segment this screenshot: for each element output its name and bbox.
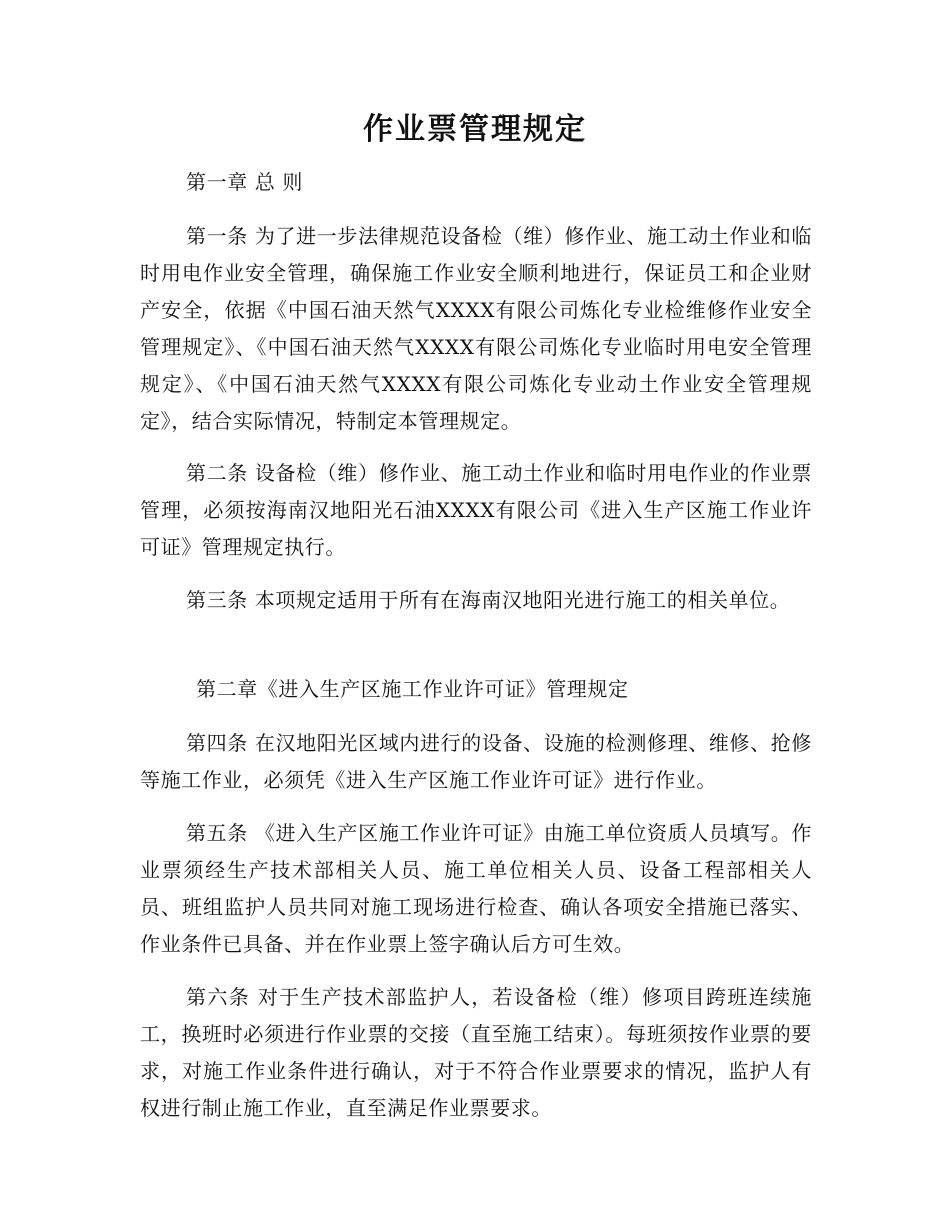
- article-1-paragraph: 第一条 为了进一步法律规范设备检（维）修作业、施工动土作业和临时用电作业安全管理，确保施工作业安全顺利地进行，保证员工和企业财产安全，依据《中国石油天然气XXXX有限公司炼化专业检维修作业安全管理规定》、《中国石油天然气XXXX有限公司炼化专业临时用电安全管理规定》、《中国石油天然气XXXX有限公司炼化专业动土作业安全管理规定》，结合实际情况，特制定本管理规定。: [140, 224, 812, 433]
- article-2-paragraph: 第二条 设备检（维）修作业、施工动土作业和临时用电作业的作业票管理，必须按海南汉地阳光石油XXXX有限公司《进入生产区施工作业许可证》管理规定执行。: [140, 461, 812, 559]
- document-title: 作业票管理规定: [363, 112, 587, 147]
- article-4-paragraph: 第四条 在汉地阳光区域内进行的设备、设施的检测修理、维修、抢修等施工作业，必须凭《进入生产区施工作业许可证》进行作业。: [140, 731, 812, 792]
- chapter-2-heading: 第二章《进入生产区施工作业许可证》管理规定: [196, 677, 629, 701]
- article-6-paragraph: 第六条 对于生产技术部监护人，若设备检（维）修项目跨班连续施工，换班时必须进行作业票的交接（直至施工结束）。每班须按作业票的要求，对施工作业条件进行确认，对于不符合作业票要求的情况，监护人有权进行制止施工作业，直至满足作业票要求。: [140, 985, 812, 1120]
- chapter-1-heading: 第一章 总 则: [186, 170, 303, 194]
- article-3-paragraph: 第三条 本项规定适用于所有在海南汉地阳光进行施工的相关单位。: [186, 588, 791, 612]
- article-5-paragraph: 第五条 《进入生产区施工作业许可证》由施工单位资质人员填写。作业票须经生产技术部相关人员、施工单位相关人员、设备工程部相关人员、班组监护人员共同对施工现场进行检查、确认各项安全措施已落实、作业条件已具备、并在作业票上签字确认后方可生效。: [140, 821, 812, 956]
